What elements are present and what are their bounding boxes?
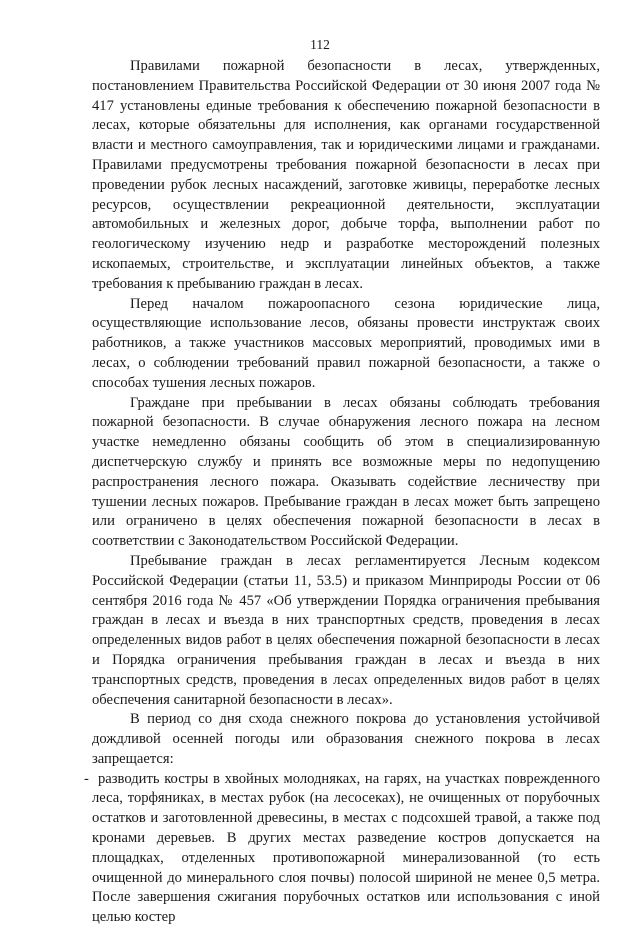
paragraph-citizens-obligations: Граждане при пребывании в лесах обязаны соблюдать требования пожарной безопасности. В случае обнаружения лесного пожара на лесном участке немедленно обязаны сообщить об этом в специализированную диспетчерскую службу и принять все возможные меры по недопущению распространения лесного пожара. Оказывать содействие лесничеству при тушении лесных пожаров. Пребывание граждан в лесах может быть запрещено или ограничено в целях обеспечения пожарной безопасности в лесах в соответствии с Законодательством Российской Федерации. bbox=[92, 394, 600, 550]
paragraph-fire-safety-rules: Правилами пожарной безопасности в лесах, утвержденных, постановлением Правительства Российской Федерации от 30 июня 2007 года № 417 установлены единые требования к обеспечению пожарной безопасности в лесах, которые обязательны для исполнения, как органами государственной власти и местного самоуправления, так и юридическими лицами и гражданами. Правилами предусмотрены требования пожарной безопасности в лесах при проведении рубок лесных насаждений, заготовке живицы, переработке лесных ресурсов, осуществлении рекреационной деятельности, эксплуатации автомобильных и железных дорог, добыче торфа, выполнении работ по геологическому изучению недр и разработке месторождений полезных ископаемых, строительстве, и эксплуатации линейных объектов, а также требования к пребыванию граждан в лесах. bbox=[92, 58, 600, 292]
list-item-text: разводить костры в хвойных молодняках, на гарях, на участках поврежденного леса, торфяниках, в местах рубок (на лесосеках), не очищенных от порубочных остатков и заготовленной древесины, в местах с подсохшей травой, а также под кронами деревьев. В других местах разведение костров допускается на площадках, отделенных противопожарной минерализованной (то есть очищенной до минерального слоя почвы) полосой шириной не менее 0,5 метра. После завершения сжигания порубочных остатков или использования с иной целью костер bbox=[92, 770, 600, 926]
page-number: 112 bbox=[310, 37, 330, 52]
list-item-campfires bbox=[84, 770, 600, 928]
paragraph-regulation-of-stay: Пребывание граждан в лесах регламентируется Лесным кодексом Российской Федерации (статьи 11, 53.5) и приказом Минприроды России от 06 сентября 2016 года № 457 «Об утверждении Порядка ограничения пребывания граждан в лесах и въезда в них транспортных средств, проведения в лесах определенных видов работ в целях обеспечения пожарной безопасности в лесах и Порядка ограничения пребывания граждан в лесах и въезда в них транспортных средств, проведения в лесах определенных видов работ в целях обеспечения санитарной безопасности в лесах». bbox=[92, 552, 600, 708]
paragraph-instruction-before-season: Перед началом пожароопасного сезона юридические лица, осуществляющие использование лесов, обязаны провести инструктаж своих работников, а также участников массовых мероприятий, проводимых ими в лесах, о соблюдении требований правил пожарной безопасности, а также о способах тушения лесных пожаров. bbox=[92, 295, 600, 391]
list-dash: - bbox=[84, 770, 89, 787]
document-body bbox=[84, 57, 600, 928]
paragraph-prohibited-period: В период со дня схода снежного покрова до установления устойчивой дождливой осенней погоды или образования снежного покрова в лесах запрещается: bbox=[92, 711, 600, 767]
